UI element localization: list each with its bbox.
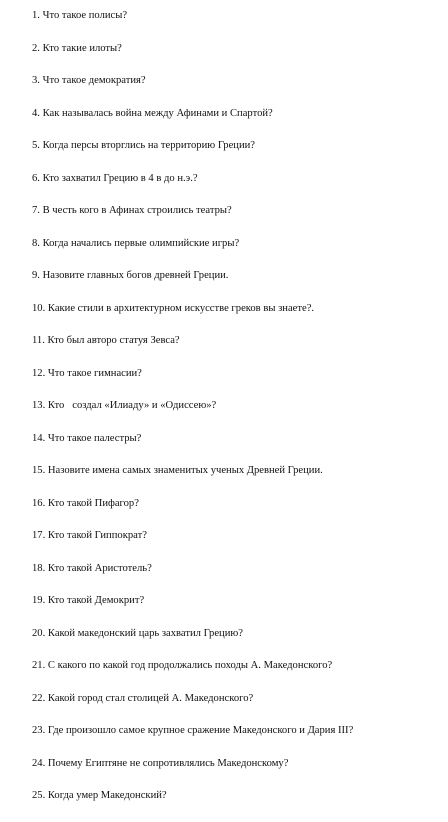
question-item: 10. Какие стили в архитектурном искусстве греков вы знаете?. — [32, 302, 315, 314]
question-item: 21. С какого по какой год продолжались походы А. Македонского? — [32, 660, 333, 671]
question-item: 14. Что такое палестры? — [32, 432, 142, 444]
question-item: 15. Назовите имена самых знаменитых ученых Древней Греции. — [32, 465, 323, 476]
question-item: 18. Кто такой Аристотель? — [32, 562, 152, 574]
question-item: 13. Кто создал «Илиаду» и «Одиссею»? — [32, 400, 217, 411]
question-item: 12. Что такое гимнасии? — [32, 367, 142, 379]
question-item: 4. Как называлась война между Афинами и Спартой? — [32, 107, 273, 119]
question-item: 25. Когда умер Македонский? — [32, 790, 167, 801]
question-item: 20. Какой македонский царь захватил Грецию? — [32, 627, 243, 639]
question-item: 3. Что такое демократия? — [32, 75, 146, 86]
question-item: 22. Какой город стал столицей А. Македонского? — [32, 692, 254, 704]
question-item: 17. Кто такой Гиппократ? — [32, 530, 147, 541]
question-item: 5. Когда персы вторглись на территорию Греции? — [32, 140, 255, 151]
question-list — [0, 9, 448, 822]
question-item: 16. Кто такой Пифагор? — [32, 497, 139, 509]
question-item: 11. Кто был авторо статуя Зевса? — [32, 335, 180, 346]
question-item: 8. Когда начались первые олимпийские игры? — [32, 237, 240, 249]
question-item: 7. В честь кого в Афинах строились театры? — [32, 205, 232, 216]
question-item: 19. Кто такой Демокрит? — [32, 595, 145, 606]
question-item: 1. Что такое полисы? — [32, 10, 128, 21]
question-item: 6. Кто захватил Грецию в 4 в до н.э.? — [32, 172, 198, 184]
question-item: 24. Почему Египтяне не сопротивлялись Македонскому? — [32, 757, 289, 769]
question-item: 2. Кто такие илоты? — [32, 42, 122, 54]
question-item: 23. Где произошло самое крупное сражение Македонского и Дария III? — [32, 725, 354, 736]
question-item: 9. Назовите главных богов древней Греции. — [32, 270, 229, 281]
